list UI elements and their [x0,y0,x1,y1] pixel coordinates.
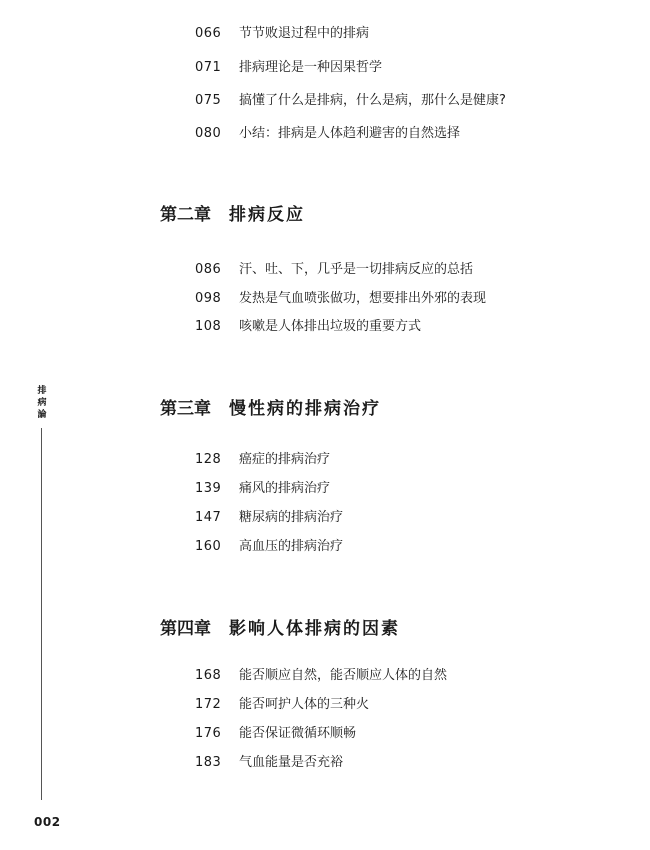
toc-entry [195,126,460,142]
toc-page-number: 168 [195,668,222,683]
toc-entry-title: 气血能量是否充裕 [239,755,344,770]
chapter-heading [160,398,381,420]
toc-page-number: 147 [195,510,222,525]
toc-entry [195,262,473,278]
toc-page-number: 176 [195,726,222,741]
side-divider-line [41,428,42,800]
toc-entry [195,452,330,468]
toc-page-number: 139 [195,481,222,496]
chapter-name: 慢性病的排病治疗 [229,399,381,419]
toc-page-number: 108 [195,319,222,334]
toc-entry-title: 高血压的排病治疗 [239,539,344,554]
toc-entry-title: 咳嗽是人体排出垃圾的重要方式 [239,319,422,334]
toc-page-number: 086 [195,262,222,277]
toc-page-number: 071 [195,60,222,75]
toc-entry [195,26,369,42]
toc-entry-title: 糖尿病的排病治疗 [239,510,344,525]
toc-entry-title: 汗、吐、下，几乎是一切排病反应的总括 [239,262,474,277]
toc-entry [195,60,382,76]
toc-page-number: 066 [195,26,222,41]
chapter-name: 排病反应 [229,205,305,225]
toc-page-number: 080 [195,126,222,141]
chapter-name: 影响人体排病的因素 [229,619,400,639]
toc-entry-title: 搞懂了什么是排病，什么是病，那什么是健康? [239,93,506,108]
toc-entry-title: 节节败退过程中的排病 [239,26,370,41]
chapter-label: 第三章 [160,399,211,419]
chapter-label: 第四章 [160,619,211,639]
toc-page-number: 172 [195,697,222,712]
page-number: 002 [34,815,61,829]
toc-entry [195,539,343,555]
toc-entry-title: 能否保证微循环顺畅 [239,726,357,741]
toc-entry [195,481,330,497]
toc-entry [195,668,447,684]
toc-entry-title: 癌症的排病治疗 [239,452,331,467]
toc-entry-title: 发热是气血喷张做功，想要排出外邪的表现 [239,291,487,306]
toc-page-number: 128 [195,452,222,467]
toc-entry [195,726,356,742]
toc-entry [195,510,343,526]
toc-entry [195,697,369,713]
toc-entry-title: 能否顺应自然，能否顺应人体的自然 [239,668,448,683]
chapter-heading [160,204,305,226]
chapter-heading [160,618,400,640]
toc-page-number: 160 [195,539,222,554]
chapter-label: 第二章 [160,205,211,225]
toc-entry [195,755,343,771]
toc-entry [195,319,421,335]
toc-page-number: 183 [195,755,222,770]
toc-entry-title: 排病理论是一种因果哲学 [239,60,383,75]
toc-entry-title: 能否呵护人体的三种火 [239,697,370,712]
toc-page-number: 098 [195,291,222,306]
side-book-title: 排病論 [37,386,47,420]
toc-entry [195,93,506,109]
toc-entry-title: 痛风的排病治疗 [239,481,331,496]
toc-page-number: 075 [195,93,222,108]
toc-entry [195,291,486,307]
toc-entry-title: 小结：排病是人体趋利避害的自然选择 [239,126,461,141]
